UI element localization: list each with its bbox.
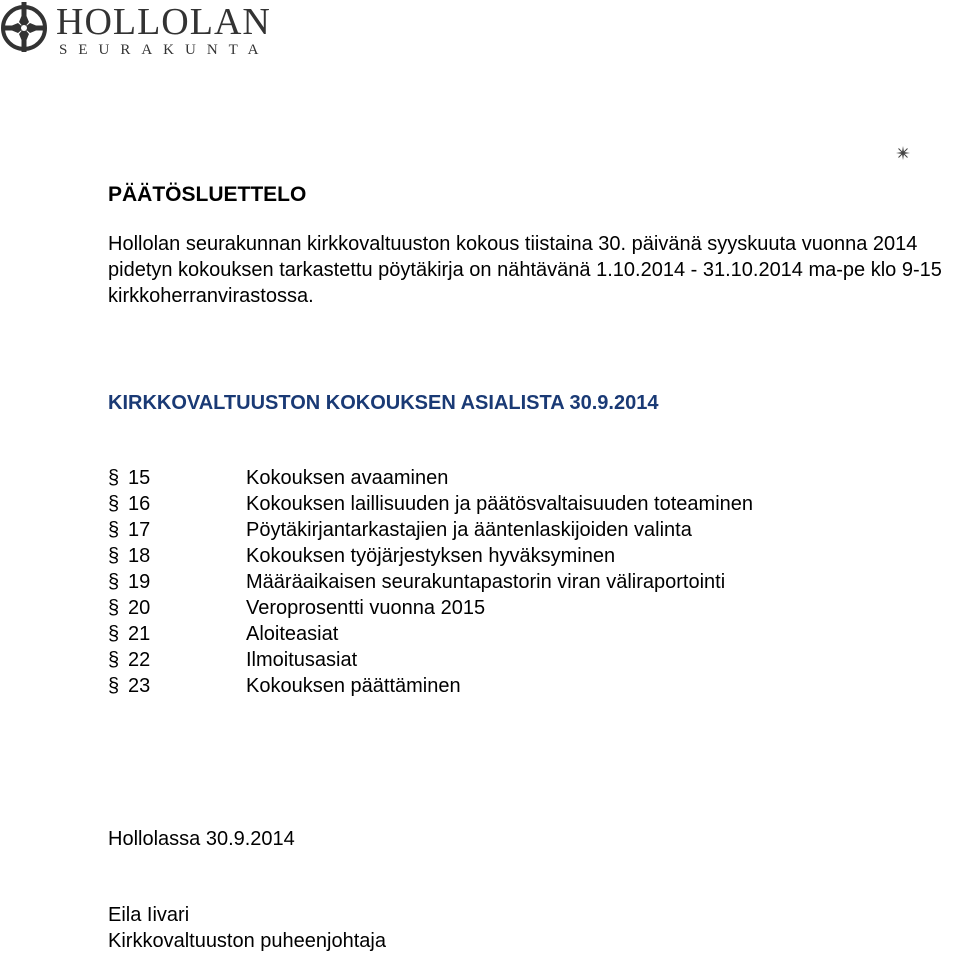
logo-subtitle: SEURAKUNTA — [59, 42, 270, 58]
agenda-item-number: 22 — [128, 649, 151, 671]
church-emblem-icon — [0, 0, 50, 54]
agenda-item — [108, 621, 928, 647]
section-symbol: § — [108, 649, 120, 671]
agenda-item-text: Pöytäkirjantarkastajien ja ääntenlaskijoiden valinta — [246, 519, 692, 541]
agenda-item — [108, 543, 928, 569]
agenda-item-text: Kokouksen päättäminen — [246, 675, 461, 697]
agenda-item-number: 17 — [128, 519, 151, 541]
section-symbol: § — [108, 623, 120, 645]
agenda-item — [108, 595, 928, 621]
section-symbol: § — [108, 571, 120, 593]
logo-name: HOLLOLAN — [56, 1, 271, 43]
agenda-item — [108, 673, 928, 699]
agenda-item — [108, 569, 928, 595]
agenda-item — [108, 491, 928, 517]
section-symbol: § — [108, 467, 120, 489]
document-title: PÄÄTÖSLUETTELO — [108, 183, 307, 206]
intro-paragraph: Hollolan seurakunnan kirkkovaltuuston kokous tiistaina 30. päivänä syyskuuta vuonna 2014 pidetyn kokouksen tarkastettu pöytäkirja on nähtävänä 1.10.2014 - 31.10.2014 ma-pe klo 9-15 kirkkoherranvirastossa. — [108, 233, 942, 307]
parish-logo — [0, 0, 280, 60]
agenda-item-text: Kokouksen työjärjestyksen hyväksyminen — [246, 545, 616, 567]
agenda-item-number: 16 — [128, 493, 151, 515]
agenda-title: KIRKKOVALTUUSTON KOKOUKSEN ASIALISTA 30.9.2014 — [108, 392, 659, 414]
section-symbol: § — [108, 675, 120, 697]
agenda-list — [108, 465, 928, 699]
agenda-item-text: Ilmoitusasiat — [246, 649, 358, 671]
section-symbol: § — [108, 597, 120, 619]
signer-title: Kirkkovaltuuston puheenjohtaja — [108, 930, 386, 952]
section-symbol: § — [108, 519, 120, 541]
agenda-item — [108, 517, 928, 543]
agenda-item-number: 15 — [128, 467, 151, 489]
signer-name: Eila Iivari — [108, 904, 190, 926]
agenda-item — [108, 647, 928, 673]
agenda-item-text: Kokouksen avaaminen — [246, 467, 449, 489]
agenda-item-number: 20 — [128, 597, 151, 619]
star-decoration-icon — [896, 146, 910, 160]
agenda-item-text: Veroprosentti vuonna 2015 — [246, 597, 486, 619]
agenda-item-number: 21 — [128, 623, 151, 645]
agenda-item — [108, 465, 928, 491]
agenda-item-text: Aloiteasiat — [246, 623, 339, 645]
section-symbol: § — [108, 493, 120, 515]
section-symbol: § — [108, 545, 120, 567]
agenda-item-number: 23 — [128, 675, 151, 697]
place-date: Hollolassa 30.9.2014 — [108, 828, 295, 850]
agenda-item-number: 19 — [128, 571, 151, 593]
agenda-item-text: Määräaikaisen seurakuntapastorin viran väliraportointi — [246, 571, 726, 593]
agenda-item-text: Kokouksen laillisuuden ja päätösvaltaisuuden toteaminen — [246, 493, 754, 515]
agenda-item-number: 18 — [128, 545, 151, 567]
